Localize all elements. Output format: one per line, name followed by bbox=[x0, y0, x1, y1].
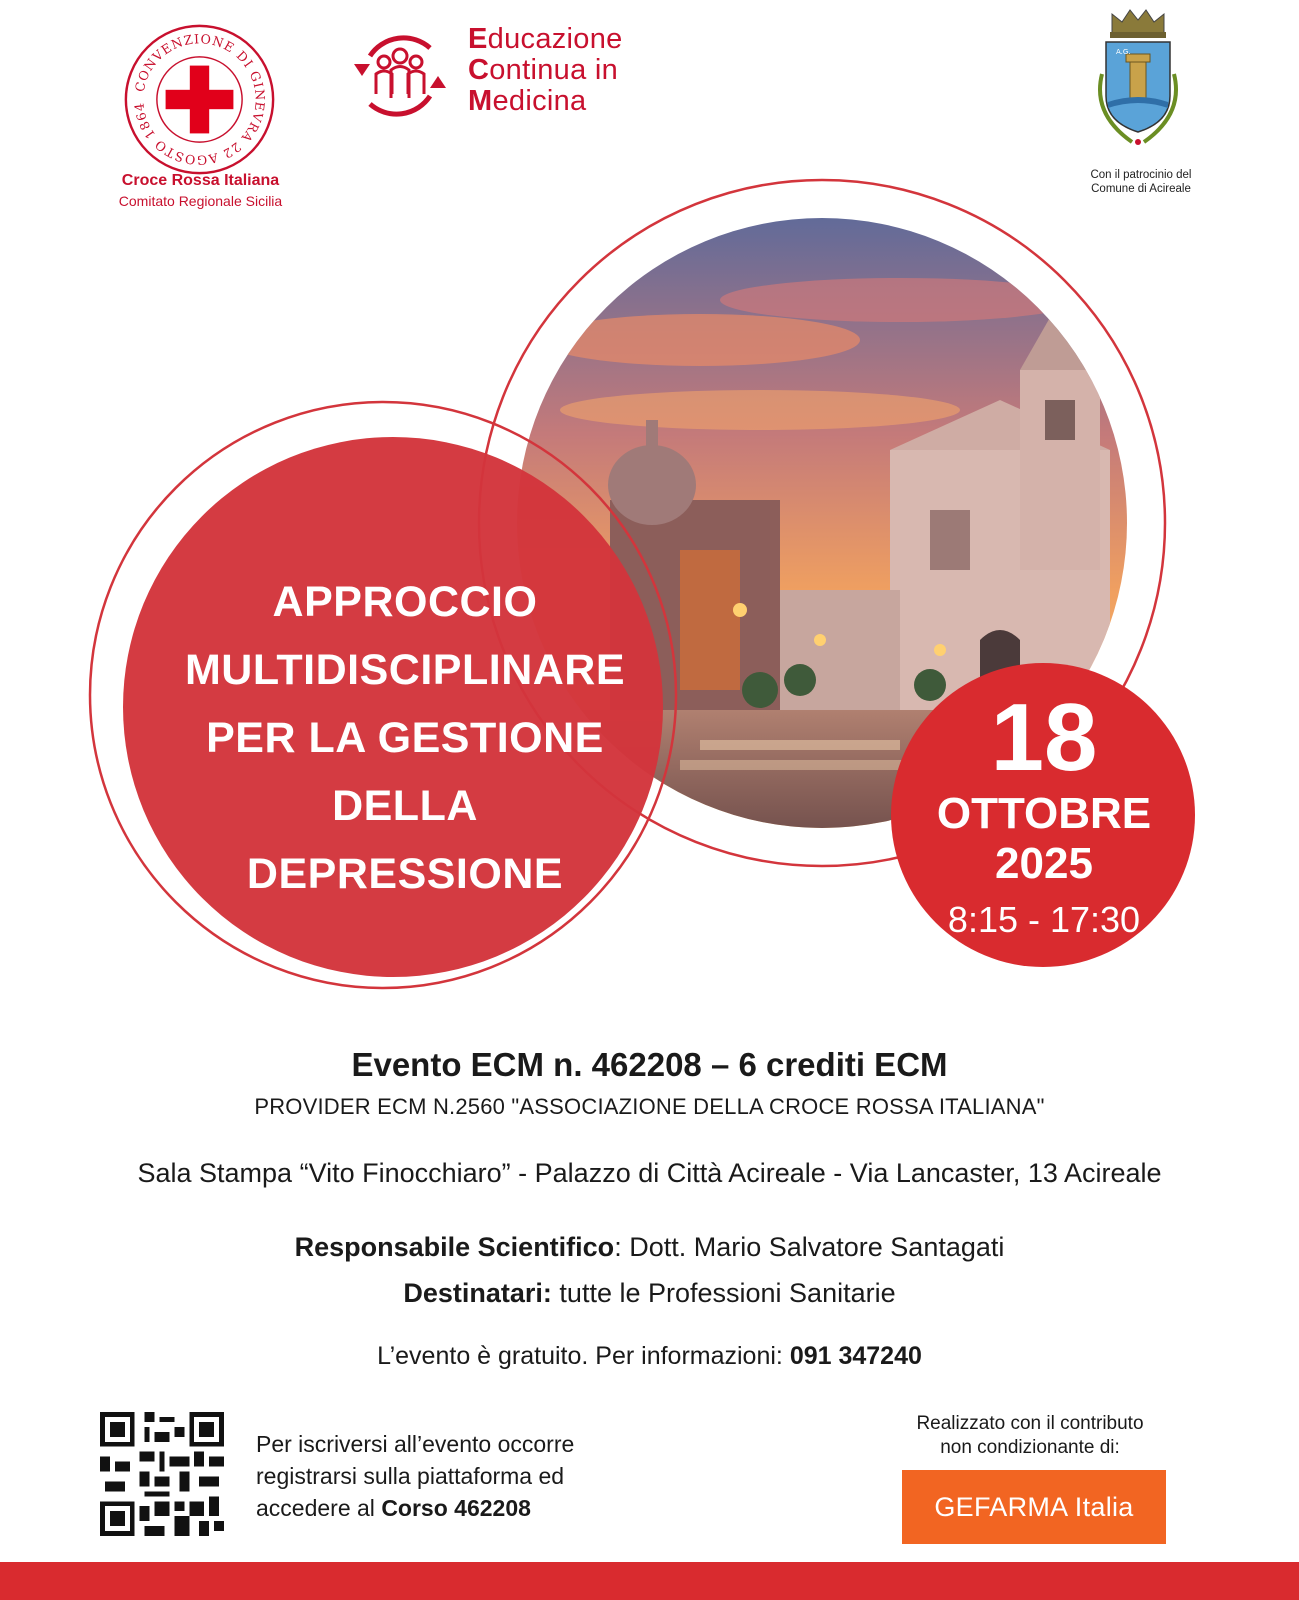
cri-name: Croce Rossa Italiana bbox=[121, 172, 280, 189]
course-code: Corso 462208 bbox=[381, 1495, 531, 1521]
free-event-line bbox=[0, 1342, 1299, 1371]
recipients bbox=[0, 1278, 1299, 1309]
event-ecm-line: Evento ECM n. 462208 – 6 crediti ECM bbox=[351, 1046, 948, 1083]
title-line-3: PER LA GESTIONE bbox=[206, 714, 604, 762]
cri-committee: Comitato Regionale Sicilia bbox=[118, 193, 283, 209]
dest-value: tutte le Professioni Sanitarie bbox=[551, 1278, 896, 1308]
ecm-line3: edicina bbox=[492, 85, 587, 117]
register-line-3 bbox=[256, 1492, 676, 1524]
title-line-1: APPROCCIO bbox=[272, 578, 538, 626]
qr-code-icon[interactable] bbox=[100, 1412, 224, 1536]
provider-line: PROVIDER ECM N.2560 "ASSOCIAZIONE DELLA CROCE ROSSA ITALIANA" bbox=[254, 1094, 1045, 1119]
patronage-line1: Con il patrocinio del bbox=[1090, 169, 1192, 181]
register-line-1: Per iscriversi all’evento occorre bbox=[256, 1431, 575, 1457]
registration-instructions bbox=[256, 1428, 676, 1524]
scientific-responsible bbox=[0, 1232, 1299, 1263]
ecm-initial-c: C bbox=[468, 54, 490, 86]
ecm-initial-e: E bbox=[468, 23, 488, 55]
register-line-3-pre: accedere al bbox=[256, 1495, 382, 1521]
event-title bbox=[140, 568, 670, 908]
venue-line: Sala Stampa “Vito Finocchiaro” - Palazzo di Città Acireale - Via Lancaster, 13 Acireale bbox=[137, 1158, 1162, 1188]
sponsor-line-1: Realizzato con il contributo bbox=[916, 1413, 1144, 1434]
date-day: 18 bbox=[990, 684, 1098, 791]
ecm-line1: ducazione bbox=[487, 23, 623, 55]
crest-letters: A.G. bbox=[1116, 48, 1131, 56]
bottom-red-bar bbox=[0, 1562, 1299, 1600]
event-date bbox=[893, 684, 1195, 942]
sponsor-line-2: non condizionante di: bbox=[940, 1437, 1120, 1458]
title-line-2: MULTIDISCIPLINARE bbox=[184, 646, 626, 694]
sponsor-logo bbox=[902, 1470, 1166, 1544]
sponsor-note bbox=[880, 1412, 1180, 1460]
resp-value: : Dott. Mario Salvatore Santagati bbox=[614, 1232, 1005, 1262]
title-line-5: DEPRESSIONE bbox=[246, 850, 564, 898]
free-text: L’evento è gratuito. Per informazioni: bbox=[377, 1342, 790, 1370]
dest-label: Destinatari: bbox=[403, 1278, 552, 1308]
date-month: OTTOBRE bbox=[936, 789, 1152, 838]
register-line-2: registrarsi sulla piattaforma ed bbox=[256, 1463, 565, 1489]
cri-ring-text: CONVENZIONE DI GINEVRA 22 AGOSTO 1864 bbox=[131, 31, 268, 168]
phone-number[interactable]: 091 347240 bbox=[789, 1342, 922, 1370]
ecm-initial-m: M bbox=[468, 85, 493, 117]
date-time: 8:15 - 17:30 bbox=[947, 899, 1141, 940]
date-year: 2025 bbox=[995, 839, 1093, 888]
resp-label: Responsabile Scientifico bbox=[294, 1232, 615, 1262]
title-line-4: DELLA bbox=[332, 782, 478, 830]
ecm-line2: ontinua in bbox=[489, 54, 619, 86]
sponsor-name: GEFARMA Italia bbox=[934, 1491, 1134, 1522]
patronage-line2: Comune di Acireale bbox=[1091, 183, 1191, 195]
